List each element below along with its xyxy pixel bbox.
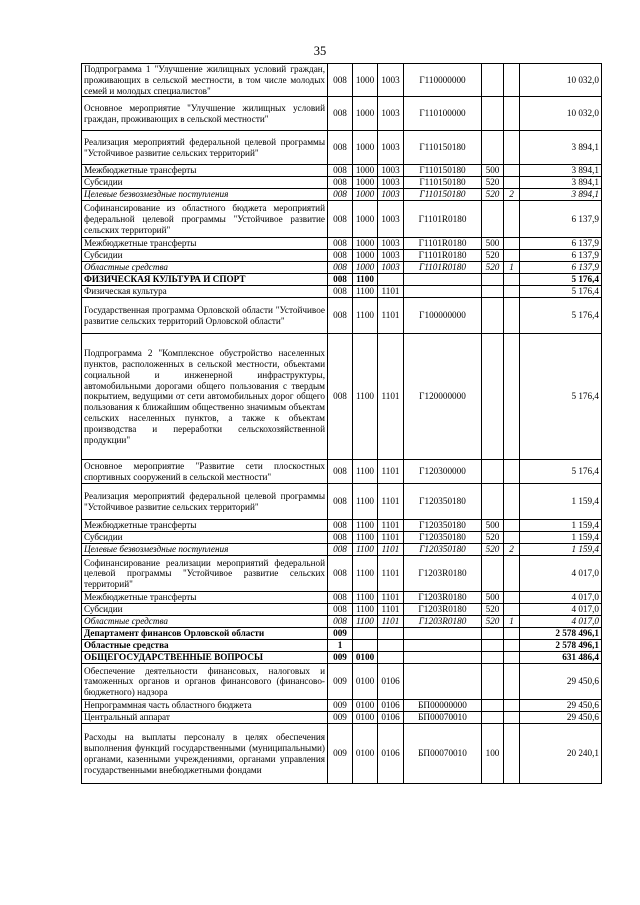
row-source-code <box>504 556 520 592</box>
row-ministry-code: 009 <box>328 724 353 784</box>
row-source-code <box>504 177 520 189</box>
row-amount: 1 159,4 <box>520 484 602 520</box>
row-section-code: 0100 <box>353 664 378 700</box>
row-name: Непрограммная часть областного бюджета <box>82 700 328 712</box>
row-section-code: 0100 <box>353 652 378 664</box>
row-amount: 4 017,0 <box>520 616 602 628</box>
row-section-code: 1100 <box>353 460 378 484</box>
row-amount: 3 894,1 <box>520 177 602 189</box>
row-name: Субсидии <box>82 604 328 616</box>
row-ministry-code: 008 <box>328 544 353 556</box>
row-source-code <box>504 97 520 131</box>
row-subsection-code: 1101 <box>378 556 404 592</box>
row-expense-type: 520 <box>482 189 504 201</box>
row-amount: 1 159,4 <box>520 532 602 544</box>
row-ministry-code: 008 <box>328 165 353 177</box>
row-amount: 29 450,6 <box>520 700 602 712</box>
row-subsection-code: 0106 <box>378 712 404 724</box>
page-number: 35 <box>313 44 327 58</box>
row-amount: 6 137,9 <box>520 250 602 262</box>
row-section-code: 0100 <box>353 700 378 712</box>
row-target-article: Г100000000 <box>404 298 482 334</box>
table-row <box>82 238 602 250</box>
row-subsection-code: 1101 <box>378 532 404 544</box>
row-subsection-code: 1003 <box>378 97 404 131</box>
row-section-code: 1000 <box>353 262 378 274</box>
row-section-code: 1000 <box>353 64 378 97</box>
row-source-code <box>504 640 520 652</box>
row-ministry-code: 008 <box>328 64 353 97</box>
row-name: Софинансирование из областного бюджета мероприятий федеральной целевой программы "Устойчивое развитие сельских территорий" <box>82 201 328 238</box>
table-row <box>82 484 602 520</box>
row-amount: 20 240,1 <box>520 724 602 784</box>
row-section-code: 1100 <box>353 616 378 628</box>
row-expense-type <box>482 652 504 664</box>
row-subsection-code: 1003 <box>378 262 404 274</box>
row-name: Областные средства <box>82 640 328 652</box>
table-row <box>82 274 602 286</box>
row-source-code <box>504 298 520 334</box>
table-row <box>82 628 602 640</box>
row-expense-type <box>482 484 504 520</box>
row-subsection-code <box>378 274 404 286</box>
table-row <box>82 712 602 724</box>
row-expense-type: 520 <box>482 616 504 628</box>
row-source-code <box>504 238 520 250</box>
table-row <box>82 165 602 177</box>
row-target-article: Г120350180 <box>404 520 482 532</box>
row-expense-type: 500 <box>482 520 504 532</box>
row-section-code: 1000 <box>353 165 378 177</box>
row-source-code <box>504 520 520 532</box>
row-section-code: 1000 <box>353 131 378 165</box>
row-target-article: Г110150180 <box>404 177 482 189</box>
row-amount: 3 894,1 <box>520 165 602 177</box>
row-amount: 5 176,4 <box>520 334 602 460</box>
row-source-code: 2 <box>504 189 520 201</box>
row-name: Основное мероприятие "Развитие сети плоскостных спортивных сооружений в сельской местности" <box>82 460 328 484</box>
row-expense-type <box>482 131 504 165</box>
row-source-code <box>504 201 520 238</box>
row-expense-type: 500 <box>482 238 504 250</box>
table-row <box>82 640 602 652</box>
table-row <box>82 616 602 628</box>
row-subsection-code: 1003 <box>378 250 404 262</box>
row-source-code <box>504 628 520 640</box>
row-section-code: 1100 <box>353 556 378 592</box>
row-amount: 631 486,4 <box>520 652 602 664</box>
table-row <box>82 544 602 556</box>
table-row <box>82 652 602 664</box>
row-name: Целевые безвозмездные поступления <box>82 544 328 556</box>
row-source-code <box>504 484 520 520</box>
row-expense-type <box>482 334 504 460</box>
row-expense-type <box>482 64 504 97</box>
row-target-article: Г1203R0180 <box>404 604 482 616</box>
row-expense-type <box>482 700 504 712</box>
table-row <box>82 460 602 484</box>
row-subsection-code: 1101 <box>378 484 404 520</box>
row-name: Областные средства <box>82 262 328 274</box>
row-subsection-code: 1101 <box>378 544 404 556</box>
row-ministry-code: 008 <box>328 274 353 286</box>
row-section-code: 1100 <box>353 604 378 616</box>
row-section-code: 1000 <box>353 189 378 201</box>
row-amount: 10 032,0 <box>520 64 602 97</box>
row-section-code: 1100 <box>353 298 378 334</box>
row-target-article: Г1203R0180 <box>404 592 482 604</box>
row-ministry-code: 008 <box>328 298 353 334</box>
row-expense-type <box>482 201 504 238</box>
row-source-code <box>504 652 520 664</box>
table-row <box>82 334 602 460</box>
row-name: Межбюджетные трансферты <box>82 592 328 604</box>
table-row <box>82 604 602 616</box>
table-row <box>82 298 602 334</box>
row-source-code <box>504 250 520 262</box>
row-amount: 6 137,9 <box>520 262 602 274</box>
row-target-article: Г120000000 <box>404 334 482 460</box>
row-ministry-code: 1 <box>328 640 353 652</box>
row-target-article: Г1203R0180 <box>404 556 482 592</box>
row-name: Расходы на выплаты персоналу в целях обеспечения выполнения функций государственными (муниципальными) органами, казенными учреждениями, органами управления государственными внебюджетными фондами <box>82 724 328 784</box>
row-amount: 2 578 496,1 <box>520 640 602 652</box>
row-target-article: БП00070010 <box>404 724 482 784</box>
row-amount: 5 176,4 <box>520 298 602 334</box>
row-name: Субсидии <box>82 177 328 189</box>
row-section-code: 1100 <box>353 334 378 460</box>
row-subsection-code: 1101 <box>378 520 404 532</box>
table-row <box>82 201 602 238</box>
row-source-code <box>504 592 520 604</box>
row-target-article <box>404 274 482 286</box>
row-source-code: 1 <box>504 262 520 274</box>
row-amount: 5 176,4 <box>520 274 602 286</box>
row-name: Центральный аппарат <box>82 712 328 724</box>
row-expense-type: 520 <box>482 544 504 556</box>
row-ministry-code: 008 <box>328 334 353 460</box>
row-amount: 5 176,4 <box>520 460 602 484</box>
row-expense-type: 520 <box>482 604 504 616</box>
row-name: Целевые безвозмездные поступления <box>82 189 328 201</box>
row-expense-type: 100 <box>482 724 504 784</box>
row-subsection-code: 1003 <box>378 238 404 250</box>
row-ministry-code: 008 <box>328 177 353 189</box>
table-row <box>82 520 602 532</box>
row-ministry-code: 008 <box>328 250 353 262</box>
row-amount: 29 450,6 <box>520 712 602 724</box>
row-section-code: 1100 <box>353 532 378 544</box>
row-subsection-code: 1101 <box>378 460 404 484</box>
row-section-code: 1100 <box>353 544 378 556</box>
row-amount: 6 137,9 <box>520 238 602 250</box>
row-name: Реализация мероприятий федеральной целевой программы "Устойчивое развитие сельских территорий" <box>82 484 328 520</box>
row-subsection-code: 1003 <box>378 177 404 189</box>
table-row <box>82 286 602 298</box>
row-ministry-code: 008 <box>328 131 353 165</box>
row-target-article: БП00000000 <box>404 700 482 712</box>
row-name: Подпрограмма 1 "Улучшение жилищных условий граждан, проживающих в сельской местности, в том числе молодых семей и молодых специалистов" <box>82 64 328 97</box>
row-section-code: 1100 <box>353 484 378 520</box>
row-target-article: Г110100000 <box>404 97 482 131</box>
row-subsection-code: 1101 <box>378 616 404 628</box>
row-section-code: 1100 <box>353 274 378 286</box>
row-expense-type <box>482 97 504 131</box>
row-name: Государственная программа Орловской области "Устойчивое развитие сельских территорий Орловской области" <box>82 298 328 334</box>
row-expense-type: 520 <box>482 177 504 189</box>
row-subsection-code <box>378 628 404 640</box>
row-section-code <box>353 640 378 652</box>
row-name: Субсидии <box>82 250 328 262</box>
row-subsection-code: 1003 <box>378 165 404 177</box>
row-expense-type <box>482 286 504 298</box>
row-name: ФИЗИЧЕСКАЯ КУЛЬТУРА И СПОРТ <box>82 274 328 286</box>
row-section-code: 0100 <box>353 724 378 784</box>
row-ministry-code: 008 <box>328 532 353 544</box>
row-section-code <box>353 628 378 640</box>
row-expense-type <box>482 556 504 592</box>
row-source-code <box>504 286 520 298</box>
row-source-code <box>504 460 520 484</box>
row-source-code <box>504 724 520 784</box>
row-amount: 1 159,4 <box>520 520 602 532</box>
row-amount: 6 137,9 <box>520 201 602 238</box>
row-source-code: 2 <box>504 544 520 556</box>
row-subsection-code: 1003 <box>378 201 404 238</box>
row-expense-type <box>482 274 504 286</box>
row-subsection-code: 1101 <box>378 298 404 334</box>
row-source-code <box>504 532 520 544</box>
row-ministry-code: 009 <box>328 664 353 700</box>
row-subsection-code: 1101 <box>378 592 404 604</box>
row-subsection-code: 1003 <box>378 64 404 97</box>
row-ministry-code: 009 <box>328 700 353 712</box>
row-source-code <box>504 274 520 286</box>
row-expense-type <box>482 664 504 700</box>
row-section-code: 1100 <box>353 520 378 532</box>
row-target-article: Г110150180 <box>404 165 482 177</box>
row-subsection-code <box>378 640 404 652</box>
row-amount: 3 894,1 <box>520 189 602 201</box>
row-expense-type <box>482 298 504 334</box>
row-name: Софинансирование реализации мероприятий федеральной целевой программы "Устойчивое развитие сельских территорий" <box>82 556 328 592</box>
row-name: Физическая культура <box>82 286 328 298</box>
row-amount: 4 017,0 <box>520 592 602 604</box>
row-name: Подпрограмма 2 "Комплексное обустройство населенных пунктов, расположенных в сельской местности, объектами социальной и инженерной инфраструктуры, автомобильными дорогами общего пользования с твердым покрытием, ведущими от сети автомобильных дорог общего пользования к ближайшим общественно значимым объектам сельских населенных пунктов, а также к объектам производства и переработки сельскохозяйственной продукции" <box>82 334 328 460</box>
row-target-article: БП00070010 <box>404 712 482 724</box>
row-name: Департамент финансов Орловской области <box>82 628 328 640</box>
row-expense-type <box>482 712 504 724</box>
row-target-article: Г120350180 <box>404 532 482 544</box>
row-ministry-code: 008 <box>328 592 353 604</box>
row-ministry-code: 008 <box>328 520 353 532</box>
table-row <box>82 189 602 201</box>
row-section-code: 1100 <box>353 286 378 298</box>
row-source-code <box>504 334 520 460</box>
row-ministry-code: 008 <box>328 201 353 238</box>
row-amount: 10 032,0 <box>520 97 602 131</box>
row-target-article: Г120350180 <box>404 544 482 556</box>
row-source-code <box>504 64 520 97</box>
row-amount: 4 017,0 <box>520 604 602 616</box>
row-amount: 5 176,4 <box>520 286 602 298</box>
row-source-code <box>504 165 520 177</box>
row-name: Межбюджетные трансферты <box>82 238 328 250</box>
row-name: ОБЩЕГОСУДАРСТВЕННЫЕ ВОПРОСЫ <box>82 652 328 664</box>
row-name: Областные средства <box>82 616 328 628</box>
row-section-code: 1000 <box>353 238 378 250</box>
row-name: Межбюджетные трансферты <box>82 165 328 177</box>
row-target-article <box>404 628 482 640</box>
row-expense-type <box>482 640 504 652</box>
row-expense-type <box>482 460 504 484</box>
row-ministry-code: 008 <box>328 189 353 201</box>
row-expense-type: 500 <box>482 165 504 177</box>
row-subsection-code: 1101 <box>378 286 404 298</box>
row-source-code <box>504 664 520 700</box>
table-row <box>82 700 602 712</box>
row-ministry-code: 008 <box>328 262 353 274</box>
row-name: Субсидии <box>82 532 328 544</box>
budget-table <box>81 63 602 784</box>
row-target-article: Г1101R0180 <box>404 201 482 238</box>
row-target-article: Г110150180 <box>404 189 482 201</box>
row-section-code: 1000 <box>353 177 378 189</box>
row-expense-type: 520 <box>482 262 504 274</box>
table-row <box>82 592 602 604</box>
row-subsection-code: 1101 <box>378 334 404 460</box>
table-row <box>82 64 602 97</box>
row-ministry-code: 008 <box>328 460 353 484</box>
row-subsection-code: 0106 <box>378 700 404 712</box>
row-target-article: Г1101R0180 <box>404 238 482 250</box>
row-subsection-code: 1003 <box>378 189 404 201</box>
row-subsection-code: 0106 <box>378 724 404 784</box>
row-section-code: 1000 <box>353 201 378 238</box>
row-target-article: Г1101R0180 <box>404 262 482 274</box>
row-ministry-code: 009 <box>328 652 353 664</box>
table-row <box>82 97 602 131</box>
table-row <box>82 532 602 544</box>
row-amount: 3 894,1 <box>520 131 602 165</box>
budget-table-body <box>82 64 602 784</box>
row-subsection-code: 1003 <box>378 131 404 165</box>
row-amount: 2 578 496,1 <box>520 628 602 640</box>
row-expense-type: 520 <box>482 250 504 262</box>
row-source-code <box>504 131 520 165</box>
row-amount: 29 450,6 <box>520 664 602 700</box>
row-target-article <box>404 652 482 664</box>
table-row <box>82 724 602 784</box>
row-target-article: Г1101R0180 <box>404 250 482 262</box>
row-subsection-code <box>378 652 404 664</box>
row-expense-type <box>482 628 504 640</box>
row-amount: 4 017,0 <box>520 556 602 592</box>
row-subsection-code: 0106 <box>378 664 404 700</box>
row-ministry-code: 008 <box>328 556 353 592</box>
row-ministry-code: 008 <box>328 484 353 520</box>
row-target-article <box>404 640 482 652</box>
row-target-article: Г120350180 <box>404 484 482 520</box>
row-target-article: Г110000000 <box>404 64 482 97</box>
row-source-code <box>504 700 520 712</box>
row-name: Реализация мероприятий федеральной целевой программы "Устойчивое развитие сельских территорий" <box>82 131 328 165</box>
row-ministry-code: 008 <box>328 97 353 131</box>
row-ministry-code: 008 <box>328 286 353 298</box>
row-target-article <box>404 286 482 298</box>
row-name: Основное мероприятие "Улучшение жилищных условий граждан, проживающих в сельской местности" <box>82 97 328 131</box>
row-ministry-code: 008 <box>328 604 353 616</box>
row-source-code <box>504 712 520 724</box>
row-ministry-code: 009 <box>328 712 353 724</box>
table-row <box>82 664 602 700</box>
table-row <box>82 262 602 274</box>
row-ministry-code: 008 <box>328 616 353 628</box>
row-section-code: 1100 <box>353 592 378 604</box>
row-amount: 1 159,4 <box>520 544 602 556</box>
table-row <box>82 250 602 262</box>
row-name: Обеспечение деятельности финансовых, налоговых и таможенных органов и органов финансового (финансово-бюджетного) надзора <box>82 664 328 700</box>
row-target-article <box>404 664 482 700</box>
table-row <box>82 556 602 592</box>
row-section-code: 1000 <box>353 97 378 131</box>
row-ministry-code: 009 <box>328 628 353 640</box>
table-row <box>82 177 602 189</box>
row-target-article: Г120300000 <box>404 460 482 484</box>
row-source-code: 1 <box>504 616 520 628</box>
row-target-article: Г110150180 <box>404 131 482 165</box>
row-expense-type: 500 <box>482 592 504 604</box>
row-expense-type: 520 <box>482 532 504 544</box>
row-ministry-code: 008 <box>328 238 353 250</box>
row-source-code <box>504 604 520 616</box>
row-subsection-code: 1101 <box>378 604 404 616</box>
table-row <box>82 131 602 165</box>
row-target-article: Г1203R0180 <box>404 616 482 628</box>
row-section-code: 1000 <box>353 250 378 262</box>
row-name: Межбюджетные трансферты <box>82 520 328 532</box>
row-section-code: 0100 <box>353 712 378 724</box>
